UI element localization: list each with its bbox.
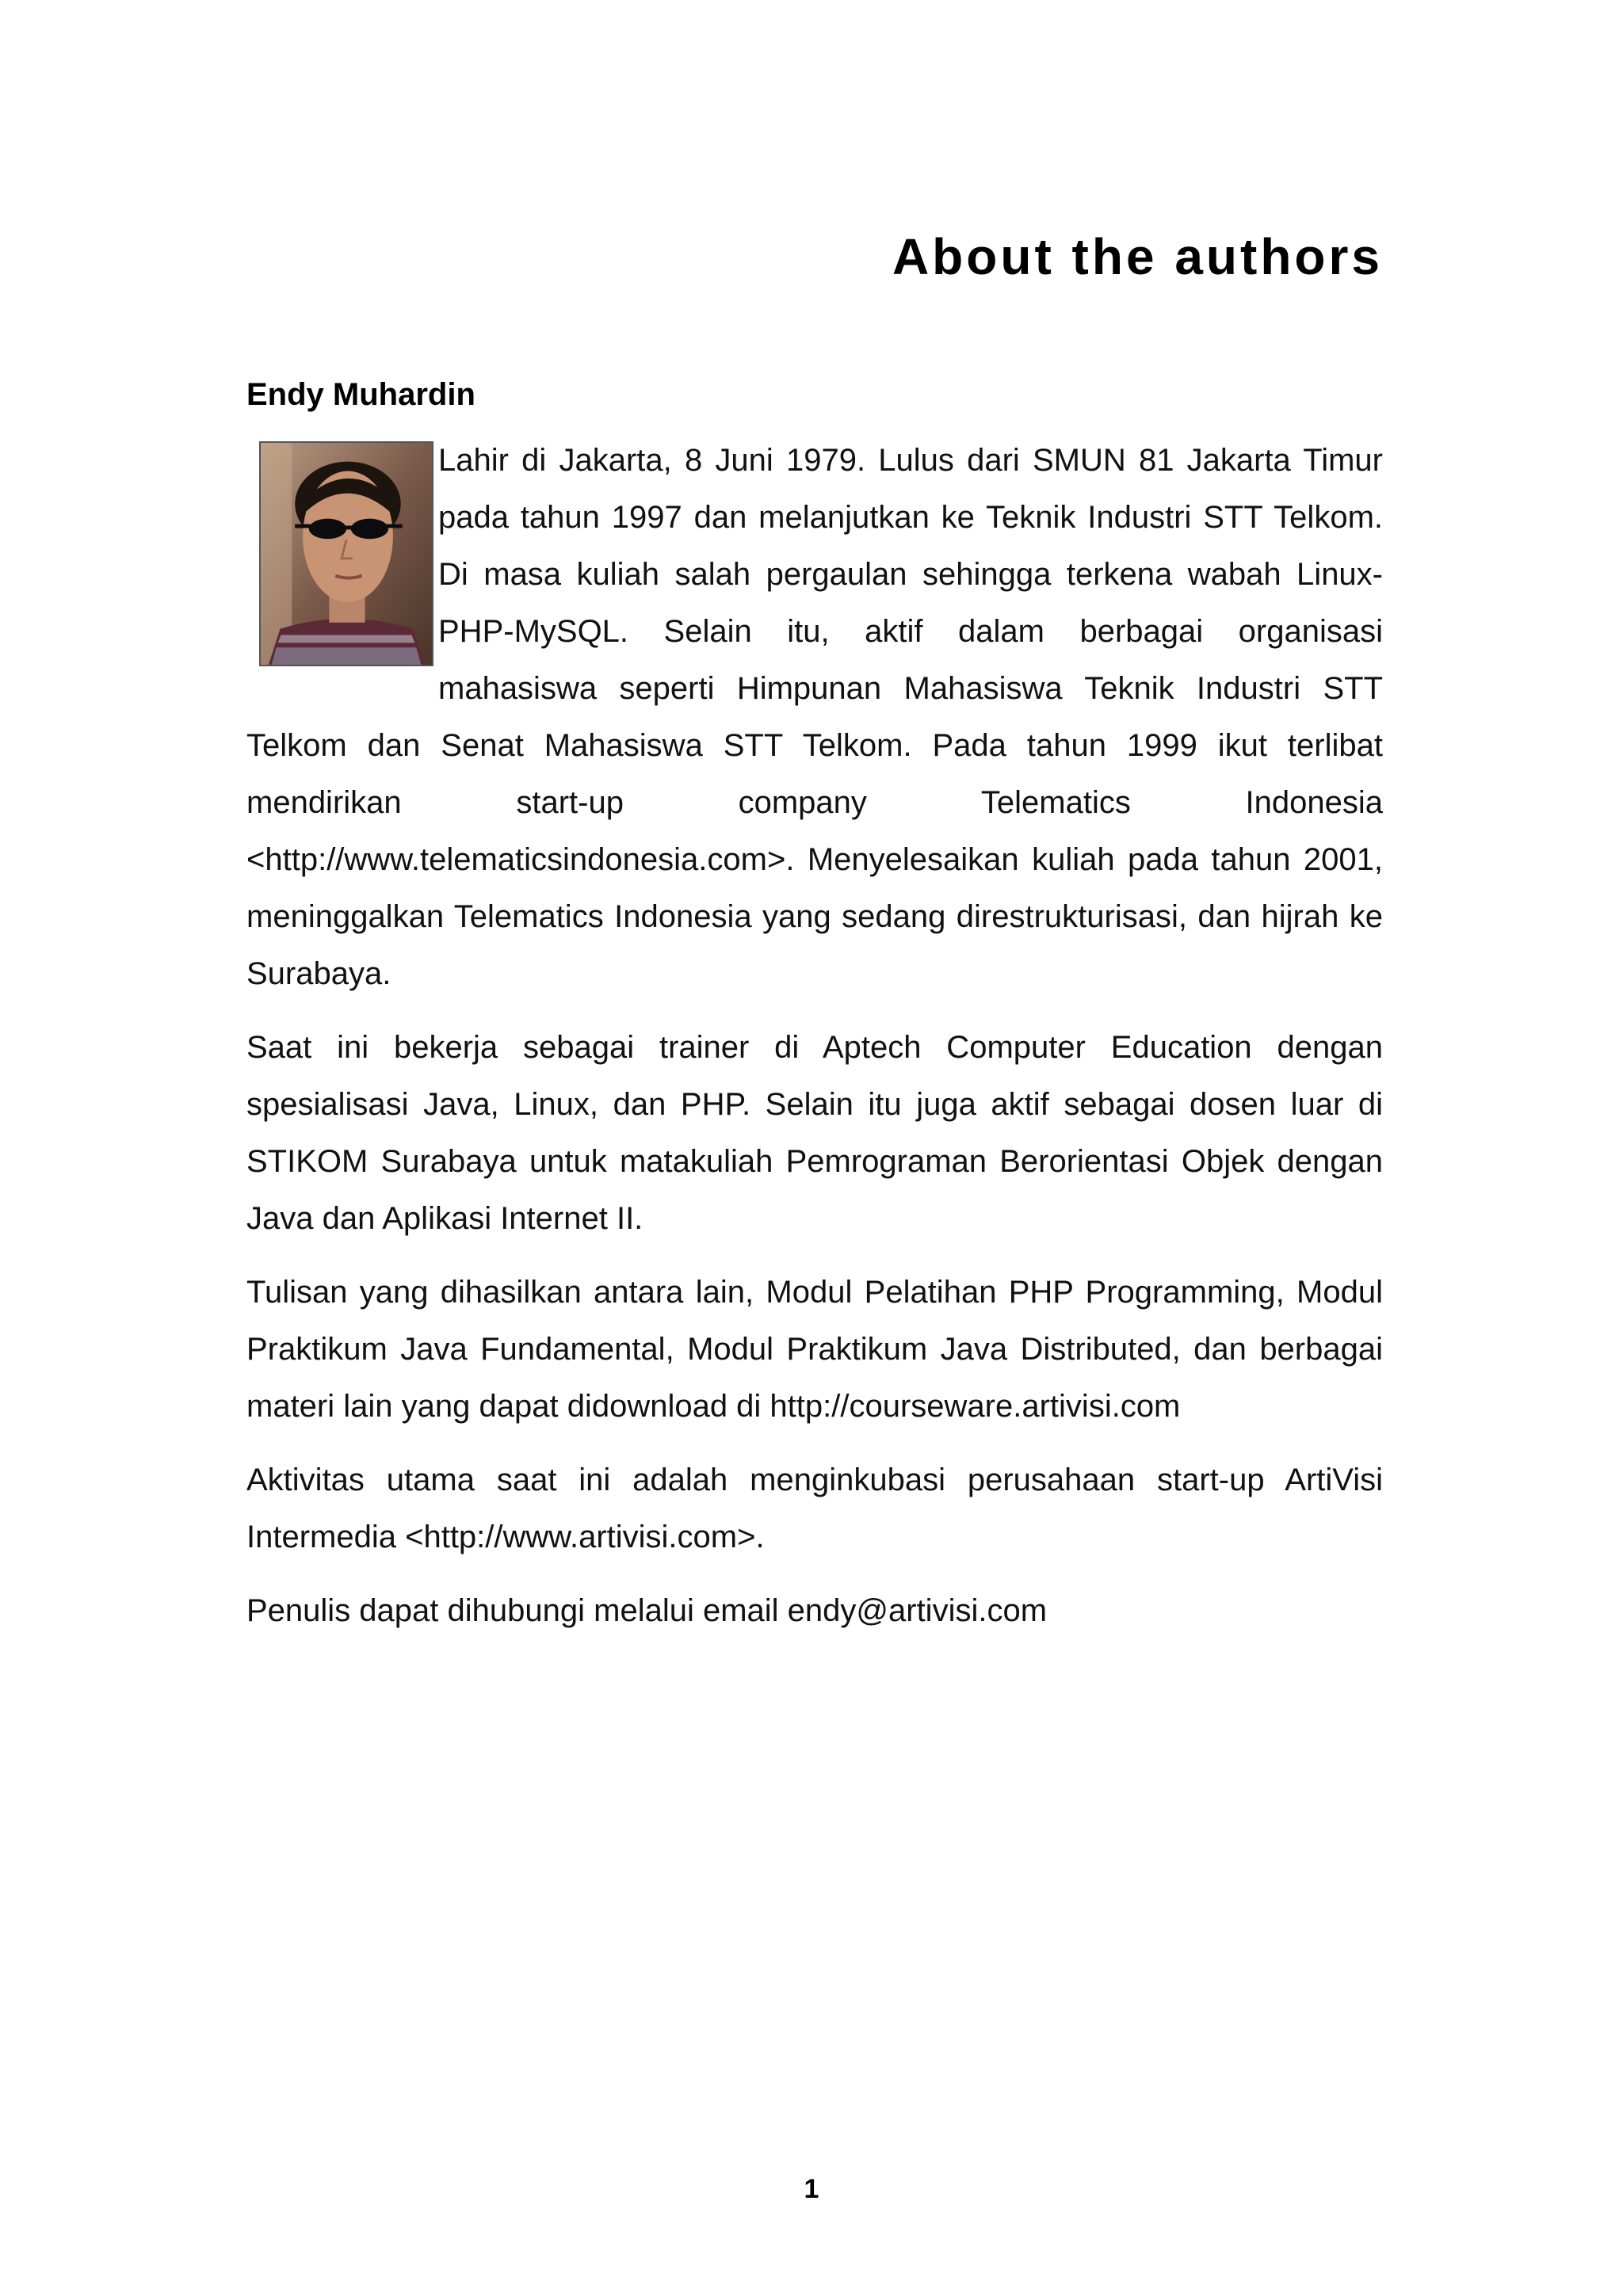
bio-paragraph-5: Penulis dapat dihubungi melalui email endy@artivisi.com xyxy=(246,1593,1048,1628)
page-title: About the authors xyxy=(892,228,1383,285)
bio-paragraph-1 xyxy=(246,432,1383,1002)
author-name: Endy Muhardin xyxy=(246,377,475,412)
bio-paragraph-4: Aktivitas utama saat ini adalah menginkubasi perusahaan start-up ArtiVisi Intermedia <http://www.artivisi.com>. xyxy=(246,1463,1383,1554)
page-number: 1 xyxy=(804,2174,819,2204)
bio-paragraph-1-text: Lahir di Jakarta, 8 Juni 1979. Lulus dari SMUN 81 Jakarta Timur pada tahun 1997 dan melanjutkan ke Teknik Industri STT Telkom. Di masa kuliah salah pergaulan sehingga terkena wabah Linux-PHP-MySQL. Selain itu, aktif dalam berbagai organisasi mahasiswa seperti Himpunan Mahasiswa Teknik Industri STT Telkom dan Senat Mahasiswa STT Telkom. Pada tahun 1999 ikut terlibat mendirikan start-up company Telematics Indonesia <http://www.telematicsindonesia.com>. Menyelesaikan kuliah pada tahun 2001, meninggalkan Telematics Indonesia yang sedang direstrukturisasi, dan hijrah ke Surabaya. xyxy=(246,443,1383,991)
author-bio xyxy=(246,432,1383,1656)
bio-paragraph-3: Tulisan yang dihasilkan antara lain, Modul Pelatihan PHP Programming, Modul Praktikum Java Fundamental, Modul Praktikum Java Distributed, dan berbagai materi lain yang dapat didownload di http://courseware.artivisi.com xyxy=(246,1275,1383,1424)
author-photo xyxy=(259,441,433,666)
bio-paragraph-2: Saat ini bekerja sebagai trainer di Aptech Computer Education dengan spesialisasi Java, Linux, dan PHP. Selain itu juga aktif sebagai dosen luar di STIKOM Surabaya untuk matakuliah Pemrograman Berorientasi Objek dengan Java dan Aplikasi Internet II. xyxy=(246,1030,1383,1236)
